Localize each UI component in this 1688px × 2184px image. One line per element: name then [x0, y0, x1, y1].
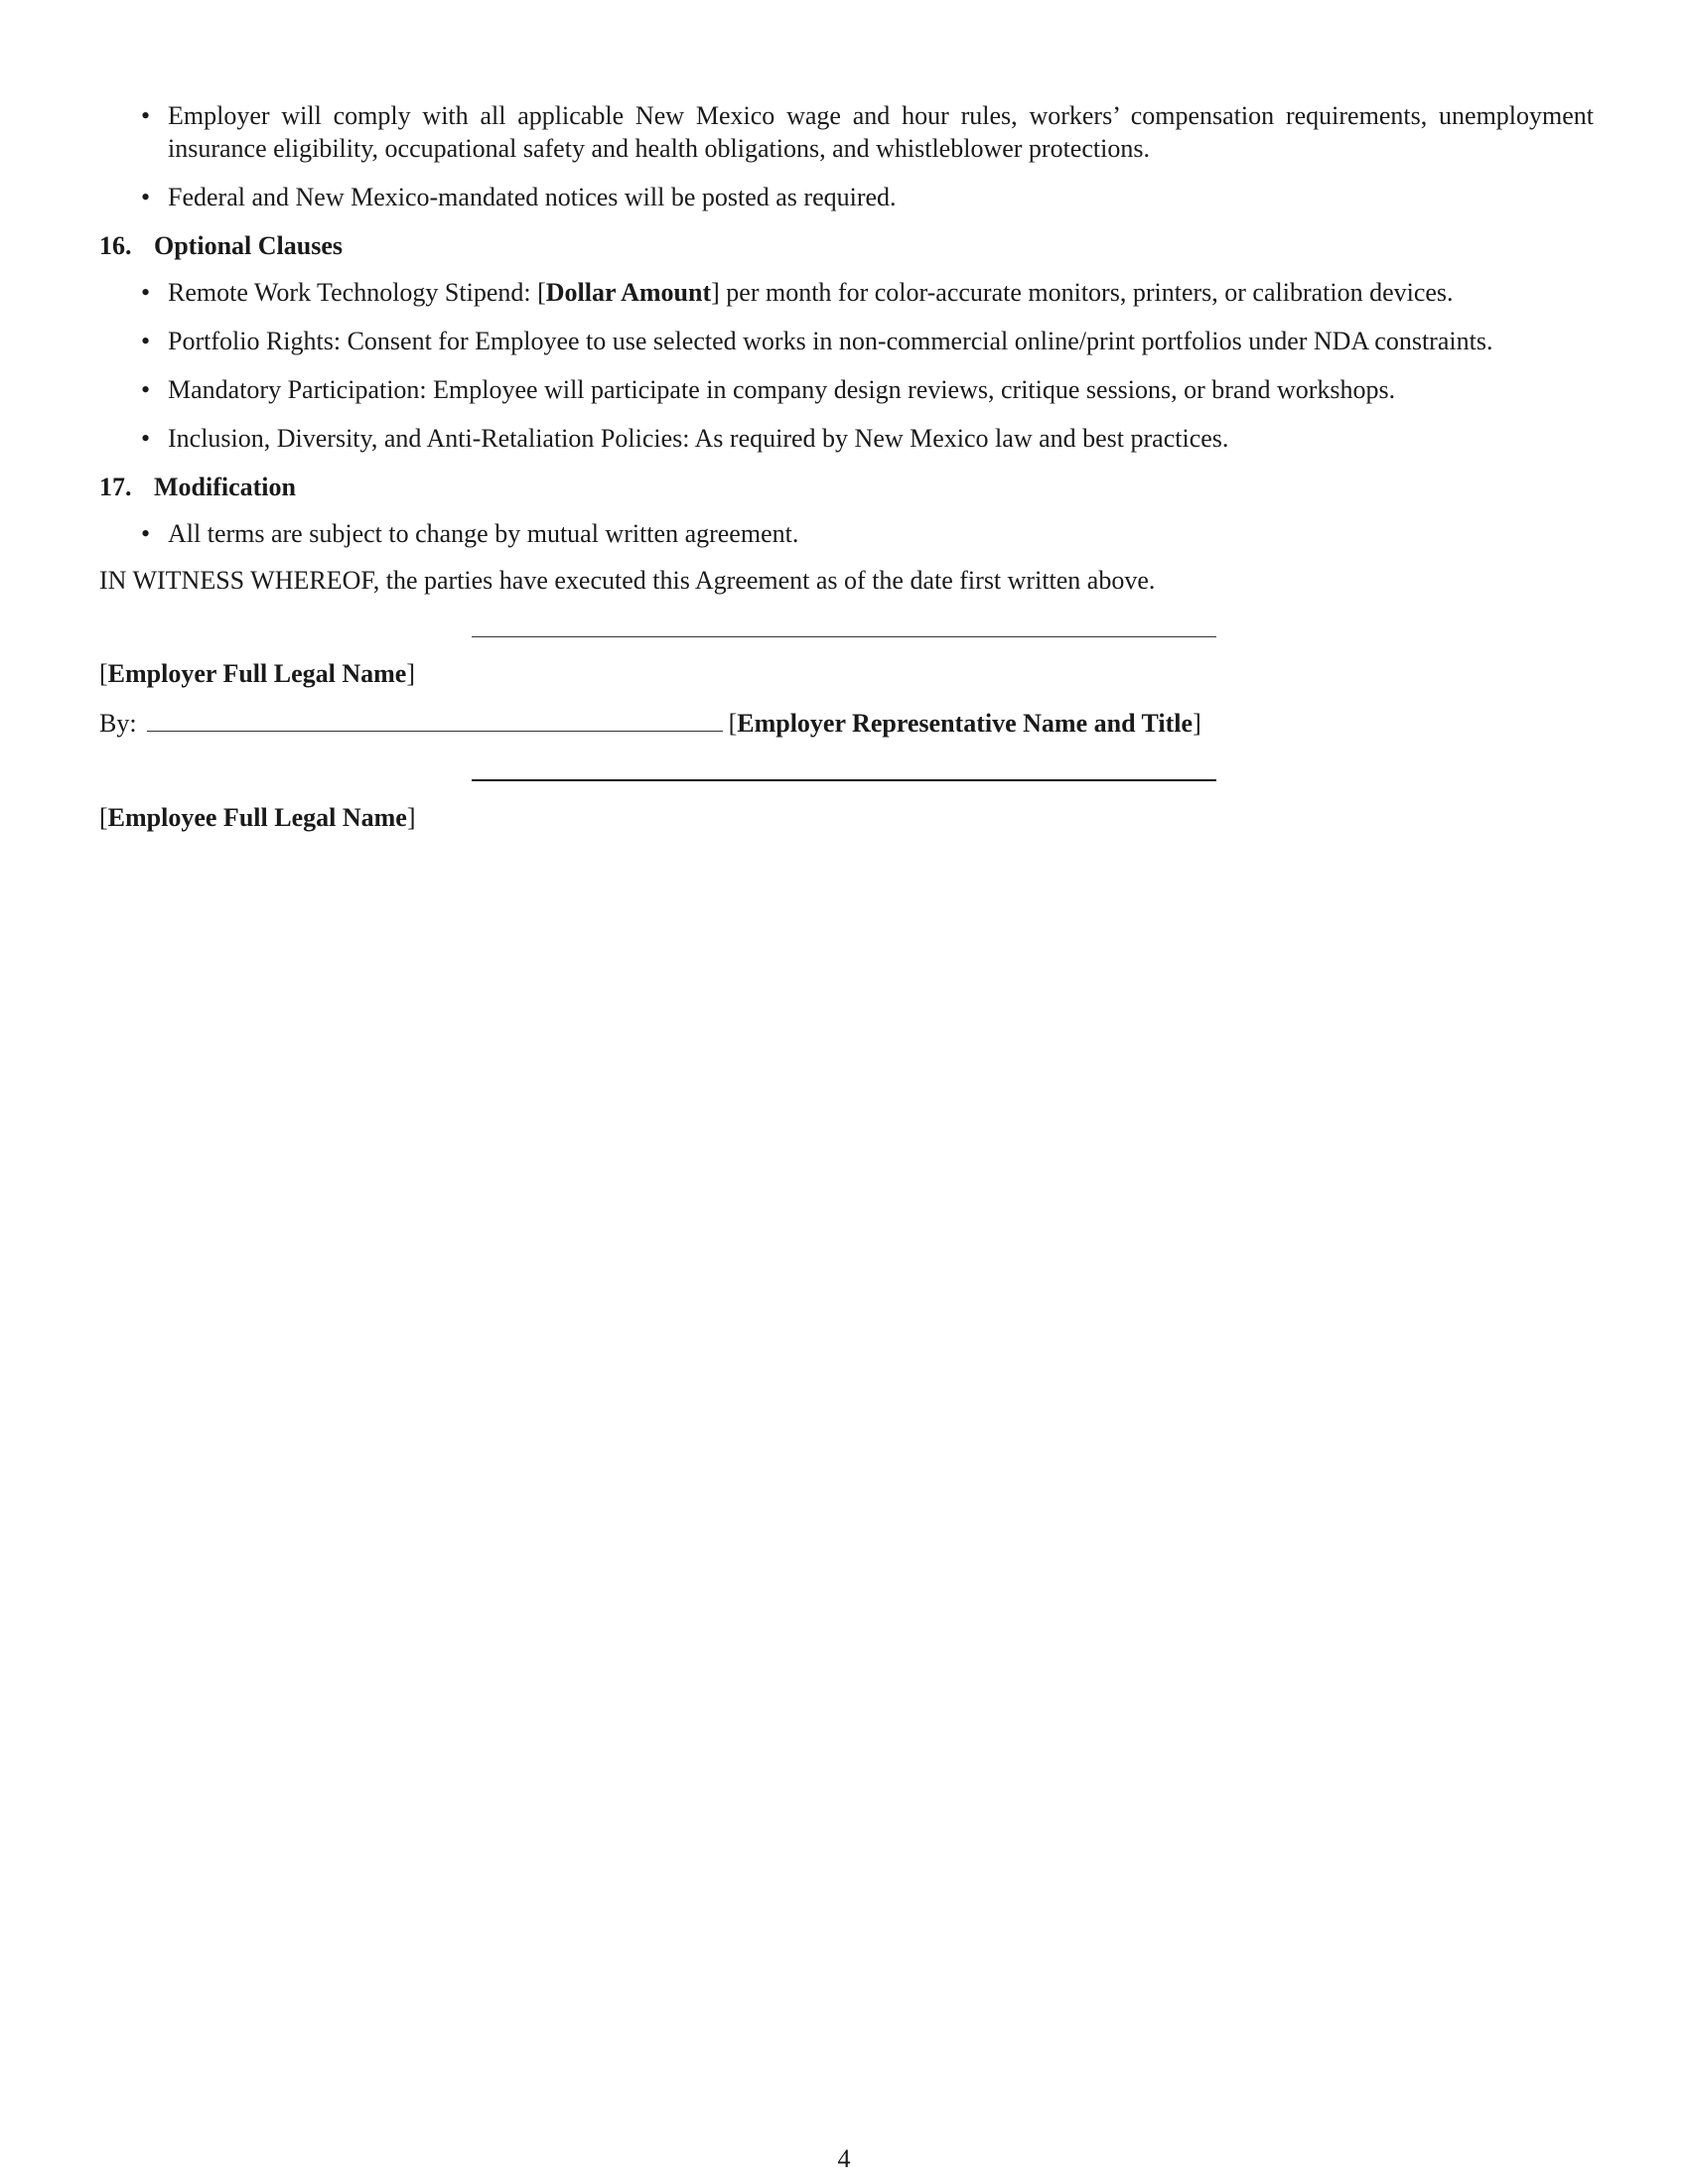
- employer-by-block: By: [Employer Representative Name and Title]: [99, 709, 1201, 738]
- employee-name-placeholder: Employee Full Legal Name: [107, 803, 407, 832]
- bullet-icon: •: [141, 375, 151, 404]
- section-16-heading: [99, 229, 1594, 262]
- list-item: [99, 373, 1594, 406]
- list-item: [99, 276, 1594, 309]
- section-16-title: Optional Clauses: [154, 231, 343, 260]
- section-17-title: Modification: [154, 473, 296, 501]
- employer-name-block: [Employer Full Legal Name]: [99, 659, 416, 688]
- modification-list: [99, 517, 1594, 550]
- list-item: [99, 181, 1594, 213]
- section-17-heading: [99, 471, 1594, 503]
- dollar-amount-placeholder: Dollar Amount: [545, 278, 712, 307]
- stipend-prefix: Remote Work Technology Stipend: [: [168, 278, 546, 307]
- compliance-bullet-2: Federal and New Mexico-mandated notices will be posted as required.: [168, 183, 897, 211]
- inclusion-policy-text: Inclusion, Diversity, and Anti-Retaliation Policies: As required by New Mexico law and best practices.: [168, 424, 1229, 453]
- bullet-icon: •: [141, 183, 151, 211]
- bullet-icon: •: [141, 424, 151, 453]
- list-item: [99, 325, 1594, 357]
- list-item: [99, 422, 1594, 455]
- list-item: [99, 99, 1594, 165]
- compliance-list: [99, 99, 1594, 213]
- document-page: [99, 99, 1594, 834]
- page-number: 4: [837, 2144, 851, 2173]
- optional-clauses-list: [99, 276, 1594, 455]
- by-signature-line: [147, 709, 723, 732]
- mandatory-participation-text: Mandatory Participation: Employee will participate in company design reviews, critique sessions, or brand workshops.: [168, 375, 1396, 404]
- bullet-icon: •: [141, 519, 151, 548]
- section-17-number: 17.: [99, 473, 132, 501]
- list-item: [99, 517, 1594, 550]
- compliance-bullet-1: Employer will comply with all applicable New Mexico wage and hour rules, workers’ compensation requirements, unemployment insurance eligibility, occupational safety and health obligations, and whistleblower protections.: [168, 101, 1594, 163]
- stipend-suffix: ] per month for color-accurate monitors, printers, or calibration devices.: [711, 278, 1454, 307]
- modification-text: All terms are subject to change by mutual written agreement.: [168, 519, 799, 548]
- portfolio-rights-text: Portfolio Rights: Consent for Employee to use selected works in non-commercial online/print portfolios under NDA constraints.: [168, 327, 1493, 355]
- witness-statement: IN WITNESS WHEREOF, the parties have executed this Agreement as of the date first written above.: [99, 566, 1156, 595]
- by-label: By:: [99, 709, 137, 738]
- employer-rep-placeholder: Employer Representative Name and Title: [737, 709, 1194, 738]
- employer-name-placeholder: Employer Full Legal Name: [107, 659, 407, 688]
- employee-name-block: [Employee Full Legal Name]: [99, 803, 416, 832]
- bullet-icon: •: [141, 327, 151, 355]
- section-16-number: 16.: [99, 231, 132, 260]
- bullet-icon: •: [141, 101, 151, 130]
- bullet-icon: •: [141, 278, 151, 307]
